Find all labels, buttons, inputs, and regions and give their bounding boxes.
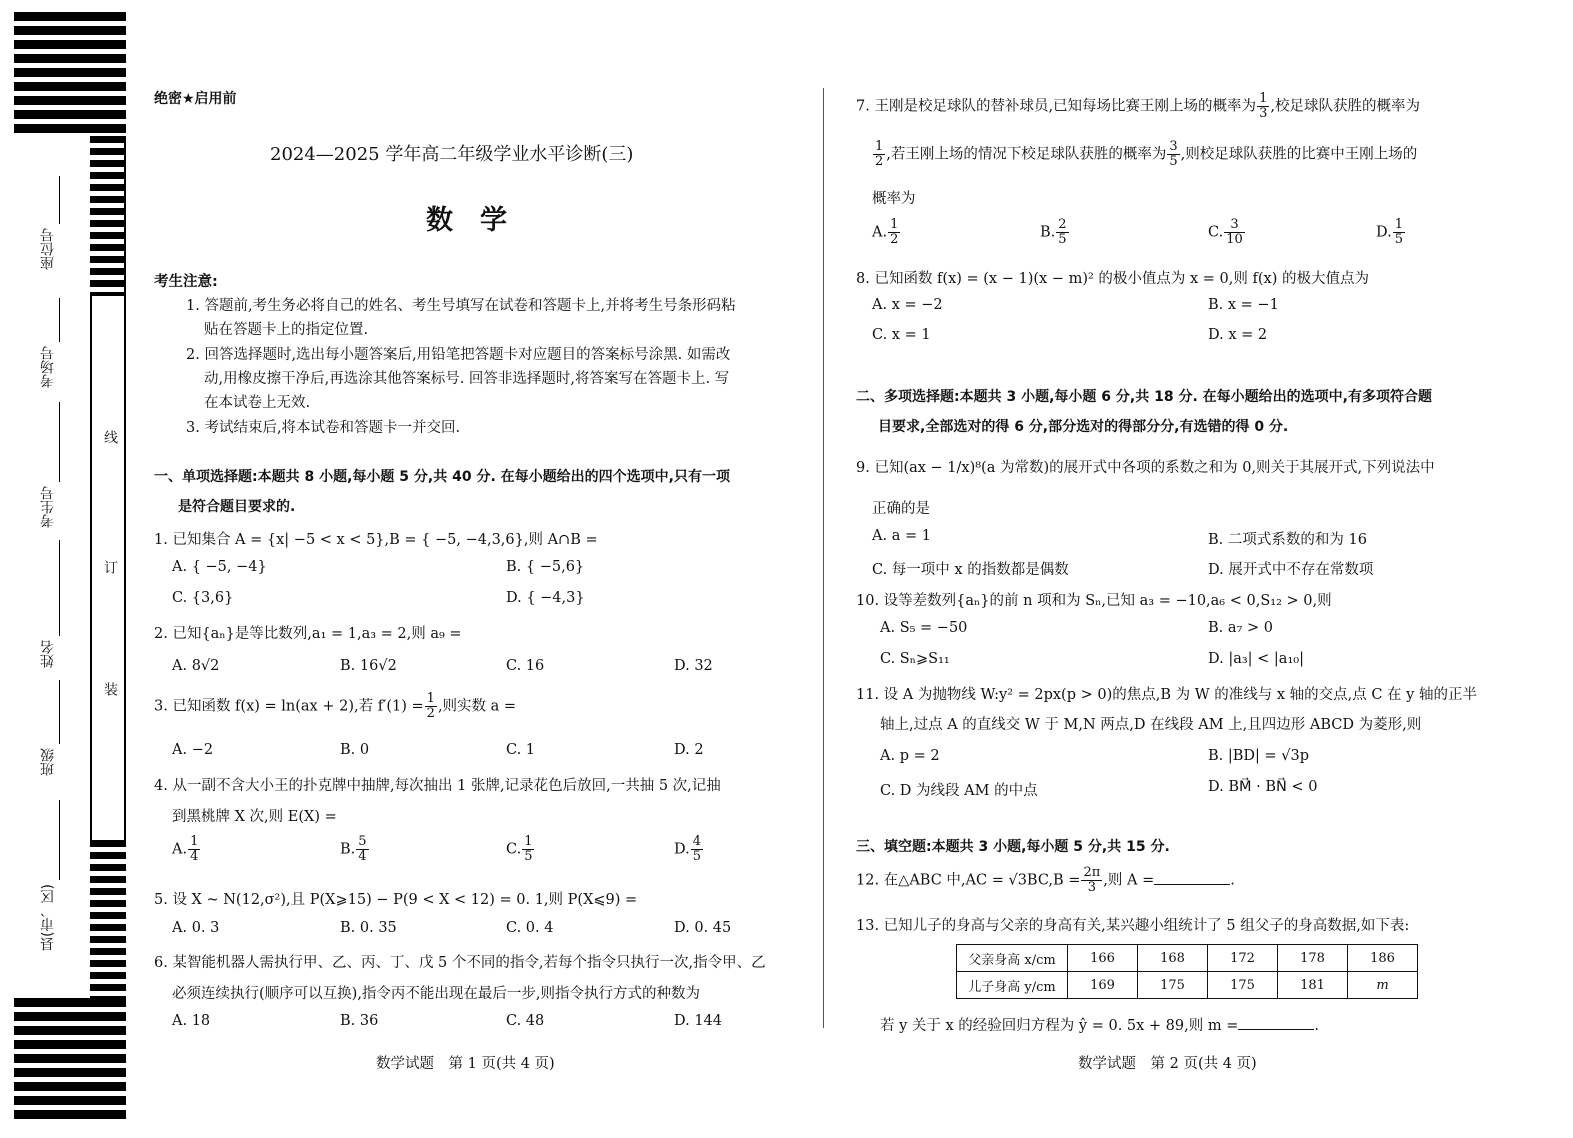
- q12-answer-blank[interactable]: [1154, 872, 1230, 885]
- q7-b-label: B.: [1040, 224, 1056, 241]
- q12-stem-post: ,则 A =: [1103, 872, 1155, 889]
- q8-stem: 8. 已知函数 f(x) = (x − 1)(x − m)² 的极小值点为 x = 0,则 f(x) 的极大值点为: [856, 271, 1369, 287]
- height-table: [956, 944, 1418, 999]
- binding-barcode-top: [14, 12, 126, 136]
- seat-label: 座位号: [40, 228, 56, 270]
- q3-option-b: B. 0: [340, 742, 370, 758]
- q4-stem-1: 4. 从一副不含大小王的扑克牌中抽牌,每次抽出 1 张牌,记录花色后放回,一共抽 5 次,记抽: [154, 778, 721, 794]
- q1-stem: 1. 已知集合 A = {x| −5 < x < 5},B = { −5, −4,3,6},则 A∩B =: [154, 532, 598, 548]
- name-blank: [59, 540, 60, 636]
- q4-c-den: 5: [524, 849, 533, 864]
- q9-stem-1: 9. 已知(ax − 1/x)⁸(a 为常数)的展开式中各项的系数之和为 0,则关于其展开式,下列说法中: [856, 460, 1435, 476]
- q5-option-c: C. 0. 4: [506, 920, 554, 936]
- section2-heading-2: 目要求,全部选对的得 6 分,部分选对的得部分分,有选错的得 0 分.: [878, 419, 1289, 435]
- q7-l1-num: 1: [1259, 91, 1268, 106]
- q12-stem-pre: 12. 在△ABC 中,AC = √3BC,B =: [856, 872, 1081, 889]
- q7-d-label: D.: [1376, 224, 1392, 241]
- footer-page-1: 数学试题 第 1 页(共 4 页): [376, 1056, 555, 1072]
- q3-option-d: D. 2: [674, 742, 704, 758]
- footer-page-2: 数学试题 第 2 页(共 4 页): [1078, 1056, 1257, 1072]
- q2-option-a: A. 8√2: [172, 658, 220, 674]
- table-cell: 175: [1208, 972, 1278, 999]
- q7-l2-post: ,则校足球队获胜的比赛中王刚上场的: [1180, 146, 1418, 163]
- q4-c-label: C.: [506, 841, 522, 858]
- q13-tail-pre: 若 y 关于 x 的经验回归方程为 ŷ = 0. 5x + 89,则 m =: [880, 1018, 1239, 1034]
- q7-d-den: 5: [1394, 232, 1403, 247]
- q7-l2-num2: 3: [1169, 139, 1178, 154]
- table-cell: 166: [1068, 945, 1138, 972]
- table-cell: 181: [1278, 972, 1348, 999]
- q7-stem-3: 概率为: [872, 191, 916, 207]
- binding-bars-upper: [90, 136, 126, 296]
- table-cell: 175: [1138, 972, 1208, 999]
- table-row: [957, 972, 1418, 999]
- notice-line-2: 贴在答题卡上的指定位置.: [204, 322, 369, 338]
- table-cell: 172: [1208, 945, 1278, 972]
- q4-a-den: 4: [190, 849, 199, 864]
- county-blank: [59, 800, 60, 880]
- q6-stem-2: 必须连续执行(顺序可以互换),指令丙不能出现在最后一步,则指令执行方式的种数为: [172, 986, 701, 1002]
- q7-a-label: A.: [872, 224, 888, 241]
- q2-option-b: B. 16√2: [340, 658, 397, 674]
- q8-option-b: B. x = −1: [1208, 297, 1279, 313]
- seat-blank: [59, 176, 60, 224]
- q6-stem-1: 6. 某智能机器人需执行甲、乙、丙、丁、戊 5 个不同的指令,若每个指令只执行一次,指令甲、乙: [154, 955, 766, 971]
- q11-option-b: B. |BD| = √3p: [1208, 748, 1310, 764]
- binding-inner-line: [90, 296, 92, 840]
- q7-a-den: 2: [890, 232, 899, 247]
- q7-b-num: 2: [1058, 217, 1067, 232]
- examno-blank: [59, 402, 60, 482]
- q11-option-c: C. D 为线段 AM 的中点: [880, 783, 1038, 799]
- q3-frac-num: 1: [426, 691, 435, 706]
- q4-b-den: 4: [358, 849, 367, 864]
- class-label: 班级: [40, 748, 56, 776]
- q11-option-d: D. BM⃗ · BN⃗ < 0: [1208, 779, 1318, 795]
- secret-mark: 绝密★启用前: [154, 91, 237, 107]
- q13-tail: [880, 1014, 1319, 1035]
- q7-stem-2: [872, 140, 1417, 169]
- q7-l2-den: 2: [875, 154, 884, 169]
- q4-b-label: B.: [340, 841, 356, 858]
- cut-line-label: 线: [102, 430, 118, 444]
- q13-answer-blank[interactable]: [1238, 1017, 1314, 1030]
- q6-option-b: B. 36: [340, 1013, 379, 1029]
- class-blank: [59, 680, 60, 744]
- q12-end: .: [1230, 872, 1235, 889]
- q11-stem-1: 11. 设 A 为抛物线 W:y² = 2px(p > 0)的焦点,B 为 W 的准线与 x 轴的交点,点 C 在 y 轴的正半: [856, 687, 1477, 703]
- section2-heading: 二、多项选择题:本题共 3 小题,每小题 6 分,共 18 分. 在每小题给出的选项中,有多项符合题: [856, 389, 1432, 405]
- q5-option-d: D. 0. 45: [674, 920, 732, 936]
- q2-stem: 2. 已知{aₙ}是等比数列,a₁ = 1,a₃ = 2,则 a₉ =: [154, 626, 462, 642]
- q4-a-label: A.: [172, 841, 188, 858]
- q3-stem-post: ,则实数 a =: [437, 698, 517, 715]
- q7-c-den: 10: [1226, 232, 1243, 247]
- q10-option-b: B. a₇ > 0: [1208, 620, 1273, 636]
- q12-frac-num: 2π: [1083, 865, 1101, 880]
- q11-option-a: A. p = 2: [880, 748, 940, 764]
- subject-title: 数 学: [426, 205, 507, 236]
- q1-option-b: B. { −5,6}: [506, 559, 585, 575]
- q12-stem: [856, 866, 1235, 895]
- cut-zhuang-label: 装: [102, 682, 118, 696]
- county-label: 县(市、区): [40, 884, 56, 951]
- q7-l1-post: ,校足球队获胜的概率为: [1270, 98, 1420, 115]
- q3-option-c: C. 1: [506, 742, 536, 758]
- q9-option-d: D. 展开式中不存在常数项: [1208, 562, 1374, 578]
- notice-line-5: 在本试卷上无效.: [204, 395, 311, 411]
- q3-fraction: [425, 692, 437, 721]
- notice-line-4: 动,用橡皮擦干净后,再选涂其他答案标号. 回答非选择题时,将答案写在答题卡上. 写: [204, 371, 730, 387]
- q8-option-d: D. x = 2: [1208, 327, 1268, 343]
- q7-b-den: 5: [1058, 232, 1067, 247]
- q7-l2-den2: 5: [1169, 154, 1178, 169]
- q7-l1-pre: 7. 王刚是校足球队的替补球员,已知每场比赛王刚上场的概率为: [856, 98, 1257, 115]
- column-divider: [823, 88, 824, 1028]
- q4-stem-2: 到黑桃牌 X 次,则 E(X) =: [172, 809, 337, 825]
- table-cell: m: [1348, 972, 1418, 999]
- table-cell: 168: [1138, 945, 1208, 972]
- q7-c-num: 3: [1224, 218, 1245, 233]
- q7-option-d: [1376, 218, 1406, 247]
- q9-stem-2: 正确的是: [872, 501, 930, 517]
- q10-option-a: A. S₅ = −50: [880, 620, 968, 636]
- q4-d-den: 5: [692, 849, 701, 864]
- q4-option-b: [340, 835, 370, 864]
- q7-option-a: [872, 218, 901, 247]
- q2-option-d: D. 32: [674, 658, 713, 674]
- table-cell: 186: [1348, 945, 1418, 972]
- q4-option-d: [674, 835, 704, 864]
- room-label: 考场号: [40, 346, 56, 388]
- notice-line-3: 2. 回答选择题时,选出每小题答案后,用铅笔把答题卡对应题目的答案标号涂黑. 如需改: [186, 347, 731, 363]
- q13-stem: 13. 已知儿子的身高与父亲的身高有关,某兴趣小组统计了 5 组父子的身高数据,如下表:: [856, 918, 1410, 934]
- notice-line-6: 3. 考试结束后,将本试卷和答题卡一并交回.: [186, 420, 461, 436]
- q5-stem: 5. 设 X ~ N(12,σ²),且 P(X⩾15) − P(9 < X < 12) = 0. 1,则 P(X⩽9) =: [154, 892, 638, 908]
- name-label: 姓名: [40, 640, 56, 668]
- q1-option-a: A. { −5, −4}: [172, 559, 267, 575]
- q7-a-num: 1: [890, 217, 899, 232]
- q7-l1-den: 3: [1259, 106, 1268, 121]
- q4-d-label: D.: [674, 841, 690, 858]
- q6-option-a: A. 18: [172, 1013, 211, 1029]
- q12-frac-den: 3: [1087, 880, 1096, 895]
- binding-barcode-bottom: [14, 998, 126, 1122]
- q10-stem: 10. 设等差数列{aₙ}的前 n 项和为 Sₙ,已知 a₃ = −10,a₆ < 0,S₁₂ > 0,则: [856, 593, 1332, 609]
- q7-l2-num: 1: [875, 139, 884, 154]
- section1-heading: 一、单项选择题:本题共 8 小题,每小题 5 分,共 40 分. 在每小题给出的四个选项中,只有一项: [154, 469, 730, 485]
- q3-frac-den: 2: [426, 706, 435, 721]
- exam-title: 2024—2025 学年高二年级学业水平诊断(三): [270, 144, 634, 165]
- q5-option-a: A. 0. 3: [172, 920, 220, 936]
- cut-ding-label: 订: [102, 560, 118, 574]
- table-cell: 169: [1068, 972, 1138, 999]
- notice-line-1: 1. 答题前,考生务必将自己的姓名、考生号填写在试卷和答题卡上,并将考生号条形码粘: [186, 298, 736, 314]
- q7-option-c: [1208, 218, 1246, 247]
- q4-option-c: [506, 835, 535, 864]
- section3-heading: 三、填空题:本题共 3 小题,每小题 5 分,共 15 分.: [856, 839, 1170, 855]
- q4-c-num: 1: [524, 834, 533, 849]
- q2-option-c: C. 16: [506, 658, 545, 674]
- q1-option-d: D. { −4,3}: [506, 590, 585, 606]
- q7-l2-mid: ,若王刚上场的情况下校足球队获胜的概率为: [886, 146, 1167, 163]
- q7-option-b: [1040, 218, 1070, 247]
- q4-b-num: 5: [358, 834, 367, 849]
- room-blank: [59, 298, 60, 342]
- q1-option-c: C. {3,6}: [172, 590, 234, 606]
- q9-option-c: C. 每一项中 x 的指数都是偶数: [872, 562, 1069, 578]
- table-cell: 178: [1278, 945, 1348, 972]
- q3-stem-pre: 3. 已知函数 f(x) = ln(ax + 2),若 f′(1) =: [154, 698, 424, 715]
- q4-d-num: 4: [692, 834, 701, 849]
- examno-label: 考生号: [40, 486, 56, 528]
- q9-option-b: B. 二项式系数的和为 16: [1208, 532, 1367, 548]
- q6-option-d: D. 144: [674, 1013, 723, 1029]
- q13-tail-end: .: [1314, 1018, 1319, 1034]
- q8-option-a: A. x = −2: [872, 297, 943, 313]
- section1-heading-2: 是符合题目要求的.: [178, 499, 296, 515]
- q7-stem-1: [856, 92, 1420, 121]
- q6-option-c: C. 48: [506, 1013, 545, 1029]
- table-row-label: 父亲身高 x/cm: [957, 945, 1068, 972]
- table-row-label: 儿子身高 y/cm: [957, 972, 1068, 999]
- q7-d-num: 1: [1394, 217, 1403, 232]
- q8-option-c: C. x = 1: [872, 327, 931, 343]
- binding-bars-lower: [90, 840, 126, 998]
- q3-stem: [154, 692, 516, 721]
- q4-option-a: [172, 835, 201, 864]
- notice-heading: 考生注意:: [154, 274, 218, 290]
- q9-option-a: A. a = 1: [872, 528, 931, 544]
- q3-option-a: A. −2: [172, 742, 214, 758]
- q11-stem-2: 轴上,过点 A 的直线交 W 于 M,N 两点,D 在线段 AM 上,且四边形 ABCD 为菱形,则: [880, 717, 1422, 733]
- q10-option-c: C. Sₙ⩾S₁₁: [880, 651, 950, 667]
- q5-option-b: B. 0. 35: [340, 920, 397, 936]
- q10-option-d: D. |a₃| < |a₁₀|: [1208, 651, 1304, 667]
- q7-c-label: C.: [1208, 224, 1224, 241]
- table-row: [957, 945, 1418, 972]
- q4-a-num: 1: [190, 834, 199, 849]
